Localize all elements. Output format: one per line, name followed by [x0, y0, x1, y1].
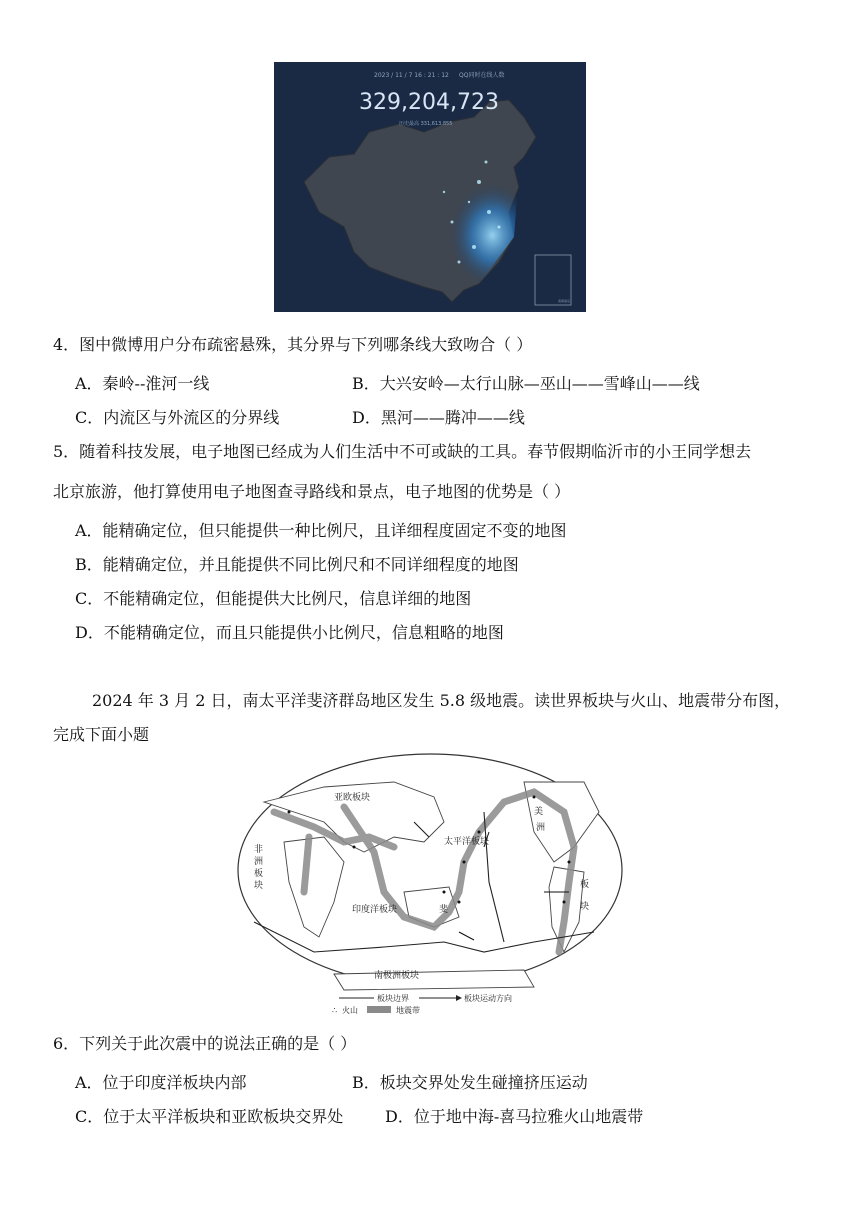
legend-volcano: 火山: [342, 1006, 358, 1015]
question-6-stem: 6．下列关于此次震中的说法正确的是（ ）: [53, 1034, 357, 1053]
question-6-option-d[interactable]: D．位于地中海-喜马拉雅火山地震带: [385, 1107, 644, 1126]
label-indian-plate: 印度洋板块: [352, 905, 398, 915]
label-african-1: 非: [254, 845, 264, 855]
online-caption: QQ同时在线人数: [459, 72, 505, 79]
label-african-4: 块: [254, 881, 264, 891]
south-china-sea-inset: [535, 255, 571, 305]
intro-line2: 完成下面小题: [53, 725, 150, 744]
legend-seismic: 地震带: [396, 1006, 420, 1015]
map-legend: [332, 993, 512, 1015]
question-4-option-b[interactable]: B．大兴安岭—太行山脉—巫山——雪峰山——线: [352, 374, 700, 393]
question-6-option-c[interactable]: C．位于太平洋板块和亚欧板块交界处: [75, 1107, 344, 1126]
question-5-option-c[interactable]: C．不能精确定位，但能提供大比例尺，信息详细的地图: [75, 589, 472, 608]
label-american-3: 板: [580, 880, 590, 890]
label-antarctic-plate: 南极洲板块: [374, 971, 420, 981]
question-4-stem: 4．图中微博用户分布疏密悬殊，其分界与下列哪条线大致吻合（ ）: [53, 335, 533, 354]
label-american-2: 洲: [536, 823, 546, 833]
label-eurasian-plate: 亚欧板块: [334, 793, 371, 803]
label-american-4: 块: [580, 902, 590, 912]
question-4-option-c[interactable]: C．内流区与外流区的分界线: [75, 408, 280, 427]
label-american-1: 美: [534, 807, 544, 817]
inset-label: 南海诸岛: [558, 299, 571, 303]
question-5-stem-line2: 北京旅游，他打算使用电子地图查寻路线和景点，电子地图的优势是（ ）: [53, 482, 571, 501]
legend-direction: 板块运动方向: [464, 994, 512, 1003]
question-5-option-d[interactable]: D．不能精确定位，而且只能提供小比例尺，信息粗略的地图: [75, 623, 504, 642]
history-peak: 历史最高 331,613,855: [399, 121, 453, 127]
label-fiji: 斐: [439, 905, 449, 915]
question-4-option-d[interactable]: D．黑河——腾冲——线: [352, 408, 525, 427]
question-5-stem-line1: 5．随着科技发展，电子地图已经成为人们生活中不可或缺的工具。春节假期临沂市的小王同学想去: [53, 442, 752, 461]
intro-line1: 2024 年 3 月 2 日，南太平洋斐济群岛地区发生 5.8 级地震。读世界板块与火山、地震带分布图，: [92, 691, 791, 710]
label-pacific-plate: 太平洋板块: [444, 837, 490, 847]
label-african-2: 洲: [254, 857, 264, 867]
question-5-option-a[interactable]: A．能精确定位，但只能提供一种比例尺，且详细程度固定不变的地图: [75, 521, 567, 540]
label-african-3: 板: [254, 869, 264, 879]
question-4-option-a[interactable]: A．秦岭--淮河一线: [75, 374, 210, 393]
svg-text:∴: ∴: [332, 1006, 338, 1015]
world-plates-map: [234, 752, 626, 1020]
online-counter: 329,204,723: [359, 90, 499, 115]
question-6-option-b[interactable]: B．板块交界处发生碰撞挤压运动: [352, 1073, 588, 1092]
china-user-distribution-map: [274, 62, 586, 312]
question-6-option-a[interactable]: A．位于印度洋板块内部: [75, 1073, 247, 1092]
question-5-option-b[interactable]: B．能精确定位，并且能提供不同比例尺和不同详细程度的地图: [75, 555, 519, 574]
timestamp: 2023 / 11 / 7 16 : 21 : 12: [374, 72, 449, 79]
legend-boundary: 板块边界: [377, 994, 409, 1003]
